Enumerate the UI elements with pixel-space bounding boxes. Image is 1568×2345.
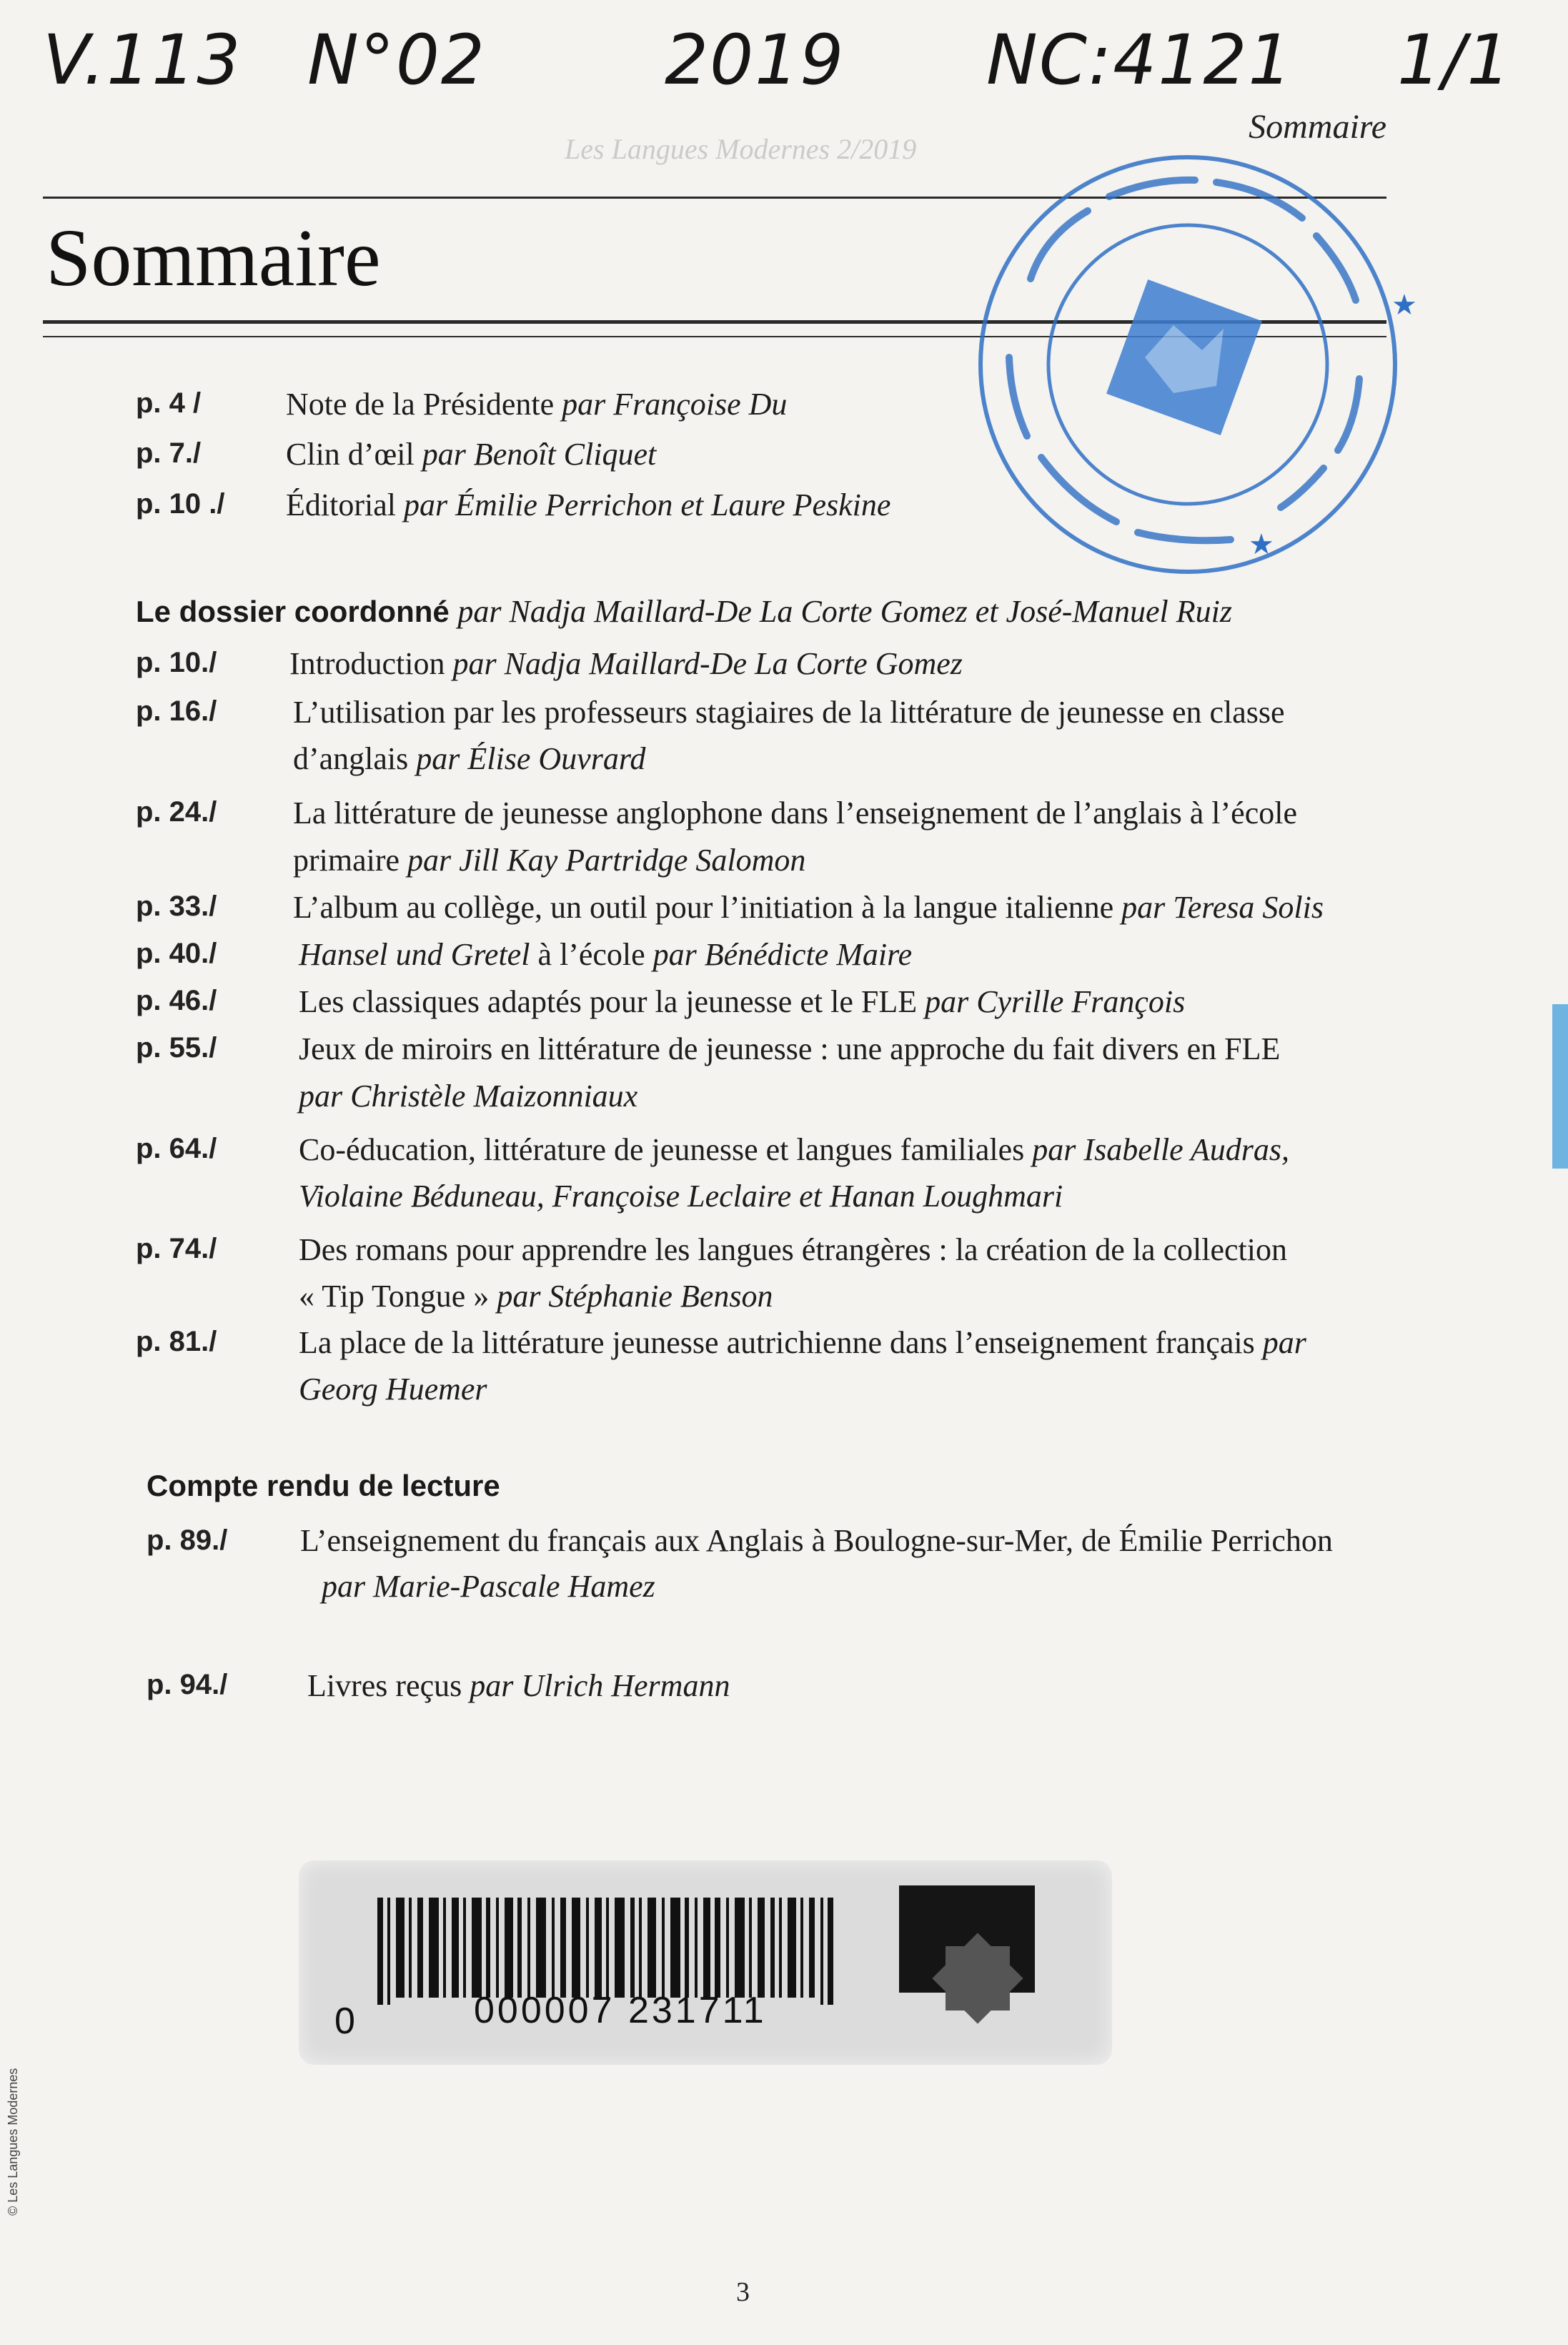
toc-title: d’anglais xyxy=(293,741,409,776)
handwritten-fraction: 1/1 xyxy=(1397,20,1512,100)
toc-author: par Françoise Du xyxy=(562,387,788,422)
toc-entry: La littérature de jeunesse anglophone dans l’enseignement de l’anglais à l’école xyxy=(293,795,1297,831)
toc-author: par Ulrich Hermann xyxy=(470,1668,730,1703)
handwritten-number: N°02 xyxy=(307,20,486,100)
toc-author: par Élise Ouvrard xyxy=(416,741,646,776)
toc-page-ref: p. 46./ xyxy=(136,985,217,1016)
toc-entry-cont xyxy=(299,1278,773,1314)
toc-title: primaire xyxy=(293,843,400,878)
toc-entry xyxy=(289,645,963,682)
toc-author: par Nadja Maillard-De La Corte Gomez xyxy=(452,646,963,681)
toc-entry xyxy=(299,1324,1306,1361)
toc-author-cont: Georg Huemer xyxy=(299,1372,487,1407)
toc-author: par Cyrille François xyxy=(925,984,1186,1019)
stamp-emblem xyxy=(1106,279,1262,435)
toc-author: par Jill Kay Partridge Salomon xyxy=(407,843,806,878)
page-edge-tab xyxy=(1552,1004,1568,1169)
toc-title: L’album au collège, un outil pour l’initiation à la langue italienne xyxy=(293,890,1114,925)
page-number: 3 xyxy=(736,2277,750,2307)
toc-title: à l’école xyxy=(537,937,645,972)
toc-page-ref: p. 81./ xyxy=(136,1326,217,1357)
toc-title: Éditorial xyxy=(286,487,396,522)
toc-page-ref: p. 10./ xyxy=(136,647,217,678)
toc-author: par Bénédicte Maire xyxy=(652,937,913,972)
toc-page-ref: p. 64./ xyxy=(136,1133,217,1164)
section-author: par Nadja Maillard-De La Corte Gomez et José-Manuel Ruiz xyxy=(457,594,1233,629)
toc-author: par Stéphanie Benson xyxy=(497,1279,773,1314)
toc-author: par Marie-Pascale Hamez xyxy=(322,1569,655,1604)
toc-title: Clin d’œil xyxy=(286,437,415,472)
handwritten-nc: NC:4121 xyxy=(986,20,1294,100)
toc-entry xyxy=(299,936,912,973)
library-logo-icon xyxy=(899,1885,1042,2028)
running-head: Sommaire xyxy=(1249,108,1386,146)
dossier-heading xyxy=(136,593,1232,630)
toc-page-ref: p. 33./ xyxy=(136,891,217,922)
toc-author: par Christèle Maizonniaux xyxy=(299,1079,638,1114)
toc-author-cont: Violaine Béduneau, Françoise Leclaire et Hanan Loughmari xyxy=(299,1179,1063,1214)
compte-rendu-heading: Compte rendu de lecture xyxy=(147,1469,500,1502)
barcode-digits: 000007 231711 xyxy=(474,1990,767,2031)
toc-entry xyxy=(286,386,787,422)
copyright-text: © Les Langues Modernes xyxy=(6,2068,20,2216)
barcode-label xyxy=(299,1860,1112,2065)
toc-title: Co-éducation, littérature de jeunesse et langues familiales xyxy=(299,1132,1025,1167)
toc-entry xyxy=(299,983,1185,1020)
section-heading: Le dossier coordonné xyxy=(136,595,450,628)
toc-page-ref: p. 40./ xyxy=(136,938,217,969)
toc-title: « Tip Tongue » xyxy=(299,1279,490,1314)
toc-entry: Jeux de miroirs en littérature de jeunesse : une approche du fait divers en FLE xyxy=(299,1031,1281,1066)
toc-page-ref: p. 7./ xyxy=(136,437,202,469)
toc-page-ref: p. 10 ./ xyxy=(136,488,225,520)
toc-title: Les classiques adaptés pour la jeunesse et le FLE xyxy=(299,984,918,1019)
library-stamp xyxy=(966,143,1417,586)
toc-title: La place de la littérature jeunesse autrichienne dans l’enseignement français xyxy=(299,1325,1255,1360)
barcode-prefix: 0 xyxy=(334,2001,358,2042)
toc-author: par Émilie Perrichon et Laure Peskine xyxy=(403,487,891,522)
toc-author: par Isabelle Audras, xyxy=(1032,1132,1290,1167)
handwritten-year: 2019 xyxy=(665,20,845,100)
stamp-star-icon: ★ xyxy=(1249,528,1274,561)
stamp-star-icon: ★ xyxy=(1391,289,1417,322)
toc-author: par Teresa Solis xyxy=(1121,890,1324,925)
toc-entry xyxy=(307,1667,730,1704)
toc-author: par xyxy=(1262,1325,1306,1360)
toc-page-ref: p. 55./ xyxy=(136,1032,217,1064)
toc-entry: L’enseignement du français aux Anglais à Boulogne-sur-Mer, de Émilie Perrichon xyxy=(300,1523,1333,1558)
toc-page-ref: p. 24./ xyxy=(136,796,217,828)
toc-author: par Benoît Cliquet xyxy=(422,437,657,472)
page-title: Sommaire xyxy=(46,212,381,303)
toc-entry xyxy=(286,487,890,523)
toc-title: Introduction xyxy=(289,646,445,681)
toc-entry xyxy=(286,436,656,472)
toc-page-ref: p. 4 / xyxy=(136,387,202,419)
toc-page-ref: p. 16./ xyxy=(136,695,217,727)
toc-title: Note de la Présidente xyxy=(286,387,555,422)
toc-entry-cont xyxy=(293,842,805,878)
faint-running-head: Les Langues Modernes 2/2019 xyxy=(565,133,917,165)
copyright-vertical xyxy=(6,1915,23,2216)
toc-page-ref: p. 74./ xyxy=(136,1233,217,1264)
toc-page-ref: p. 94./ xyxy=(147,1669,228,1700)
toc-title: Livres reçus xyxy=(307,1668,462,1703)
toc-title-italic: Hansel und Gretel xyxy=(299,937,530,972)
toc-entry: Des romans pour apprendre les langues étrangères : la création de la collection xyxy=(299,1232,1287,1267)
toc-page-ref: p. 89./ xyxy=(147,1525,228,1556)
toc-entry: L’utilisation par les professeurs stagiaires de la littérature de jeunesse en classe xyxy=(293,695,1285,730)
handwritten-volume: V.113 xyxy=(43,20,242,100)
toc-entry xyxy=(299,1131,1289,1168)
toc-entry-cont xyxy=(293,740,645,777)
toc-entry xyxy=(293,889,1324,926)
